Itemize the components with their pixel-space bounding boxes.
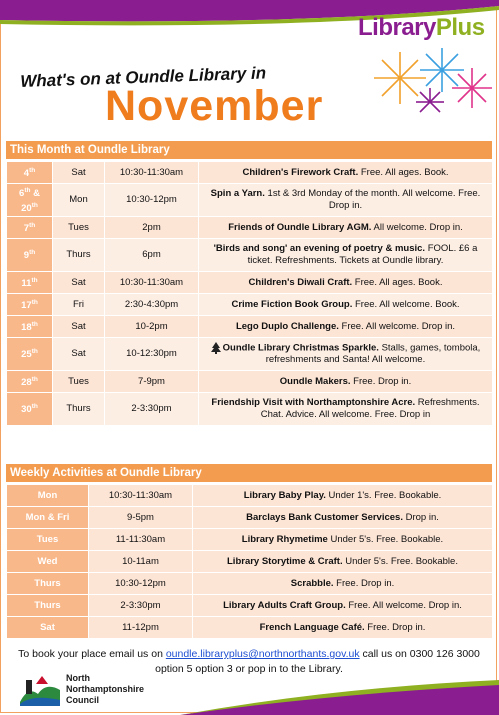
council-line-2: Northamptonshire xyxy=(66,684,145,694)
weekly-activities-table xyxy=(6,484,493,639)
activity-description xyxy=(193,573,493,595)
date-number: 7 xyxy=(23,223,30,235)
bottom-swoosh-decoration xyxy=(180,680,499,715)
event-description xyxy=(199,184,493,217)
activity-day: Sat xyxy=(7,617,89,639)
page-subtitle: What's on at Oundle Library in xyxy=(20,63,267,91)
council-name xyxy=(66,673,144,706)
date-suffix: th xyxy=(31,276,38,284)
date-number: 25 xyxy=(21,349,32,361)
weekly-row xyxy=(7,485,493,507)
event-time: 10:30-11:30am xyxy=(105,272,199,294)
event-date xyxy=(7,162,53,184)
date-suffix: th xyxy=(31,298,38,306)
date-suffix: th xyxy=(29,166,36,174)
activity-day: Mon xyxy=(7,485,89,507)
activity-time: 2-3:30pm xyxy=(89,595,193,617)
activity-description xyxy=(193,485,493,507)
date-number: 4 xyxy=(23,168,30,180)
monthly-row xyxy=(7,239,493,272)
monthly-section-heading: This Month at Oundle Library xyxy=(6,141,492,159)
footer-text-post: call us on 0300 126 3000 option 5 option 3 or pop in to the Library. xyxy=(155,648,480,675)
event-date: 6th & 20th xyxy=(7,184,53,217)
event-date xyxy=(7,338,53,371)
event-day: Tues xyxy=(53,217,105,239)
event-description xyxy=(199,316,493,338)
date-suffix: th xyxy=(24,186,31,194)
activity-description xyxy=(193,529,493,551)
event-details: Free. All ages. Book. xyxy=(352,276,443,288)
event-title: Children's Firework Craft. xyxy=(242,166,359,178)
christmas-tree-icon xyxy=(211,342,221,354)
activity-title: Barclays Bank Customer Services. xyxy=(246,511,403,523)
event-time: 10:30-11:30am xyxy=(105,162,199,184)
event-description xyxy=(199,239,493,272)
footer-text-pre: To book your place email us on xyxy=(18,648,166,660)
event-date xyxy=(7,371,53,393)
monthly-row xyxy=(7,184,493,217)
month-title: November xyxy=(105,82,324,130)
activity-title: Library Rhymetime xyxy=(241,533,328,545)
date-number: 28 xyxy=(21,377,32,389)
event-details: Free. All welcome. Book. xyxy=(352,298,460,310)
activity-day: Tues xyxy=(7,529,89,551)
activity-details: Under 5's. Free. Bookable. xyxy=(342,555,458,567)
activity-title: Library Baby Play. xyxy=(243,489,326,501)
weekly-row xyxy=(7,551,493,573)
event-day: Thurs xyxy=(53,239,105,272)
event-details: Refreshments. Chat. Advice. All welcome. Free. Drop in xyxy=(260,397,480,420)
event-time: 7-9pm xyxy=(105,371,199,393)
activity-day: Thurs xyxy=(7,595,89,617)
weekly-row xyxy=(7,617,493,639)
event-title: Friendship Visit with Northamptonshire Acre. xyxy=(211,397,416,408)
date-suffix: th xyxy=(31,403,38,411)
monthly-row xyxy=(7,371,493,393)
date-suffix: th xyxy=(31,202,38,209)
activity-details: Free. All welcome. Drop in. xyxy=(345,599,462,611)
activity-description xyxy=(193,507,493,529)
activity-details: Free. Drop in. xyxy=(333,577,395,589)
event-day: Sat xyxy=(53,272,105,294)
event-date xyxy=(7,393,53,426)
activity-title: Library Adults Craft Group. xyxy=(223,599,346,611)
fireworks-icon xyxy=(360,40,495,122)
activity-description xyxy=(193,595,493,617)
monthly-row xyxy=(7,162,493,184)
event-date xyxy=(7,239,53,272)
event-day: Tues xyxy=(53,371,105,393)
event-date xyxy=(7,217,53,239)
date-suffix: th xyxy=(29,249,36,257)
event-details: Free. All ages. Book. xyxy=(358,166,449,178)
event-time: 10:30-12pm xyxy=(105,184,199,217)
activity-day: Thurs xyxy=(7,573,89,595)
event-title: Oundle Makers. xyxy=(279,375,351,387)
event-time: 10-2pm xyxy=(105,316,199,338)
activity-day: Mon & Fri xyxy=(7,507,89,529)
monthly-events-table xyxy=(6,161,493,426)
event-day: Fri xyxy=(53,294,105,316)
event-title: Children's Diwali Craft. xyxy=(248,276,353,288)
activity-details: Under 5's. Free. Bookable. xyxy=(327,533,444,545)
date-number: 20 xyxy=(21,203,32,215)
council-logo-icon xyxy=(18,672,62,708)
activity-time: 9-5pm xyxy=(89,507,193,529)
event-time: 2pm xyxy=(105,217,199,239)
event-time: 10-12:30pm xyxy=(105,338,199,371)
weekly-section-heading: Weekly Activities at Oundle Library xyxy=(6,464,492,482)
event-time: 6pm xyxy=(105,239,199,272)
event-details: 1st & 3rd Monday of the month. All welcome. Free. Drop in. xyxy=(264,188,481,211)
event-date xyxy=(7,316,53,338)
event-description xyxy=(199,272,493,294)
monthly-row xyxy=(7,338,493,371)
monthly-row xyxy=(7,393,493,426)
date-number: 17 xyxy=(21,300,32,312)
event-time: 2-3:30pm xyxy=(105,393,199,426)
email-link[interactable]: oundle.libraryplus@northnorthants.gov.uk xyxy=(165,648,360,660)
monthly-row xyxy=(7,294,493,316)
event-day: Sat xyxy=(53,338,105,371)
date-number: 18 xyxy=(21,322,32,334)
event-time: 2:30-4:30pm xyxy=(105,294,199,316)
activity-time: 11-12pm xyxy=(89,617,193,639)
monthly-row xyxy=(7,217,493,239)
activity-time: 10:30-11:30am xyxy=(89,485,193,507)
event-title: Crime Fiction Book Group. xyxy=(231,298,353,310)
weekly-row xyxy=(7,529,493,551)
activity-title: Library Storytime & Craft. xyxy=(227,555,343,567)
event-title: 'Birds and song' an evening of poetry & music. xyxy=(213,243,426,254)
activity-description xyxy=(193,617,493,639)
activity-time: 11-11:30am xyxy=(89,529,193,551)
event-description xyxy=(199,162,493,184)
weekly-row xyxy=(7,595,493,617)
event-details: Stalls, games, tombola, refreshments and Santa! All welcome. xyxy=(265,342,481,366)
event-date xyxy=(7,294,53,316)
activity-details: Under 1's. Free. Bookable. xyxy=(325,489,442,501)
council-line-1: North xyxy=(66,673,90,683)
activity-time: 10:30-12pm xyxy=(89,573,193,595)
event-description xyxy=(199,338,493,371)
date-number: 11 xyxy=(21,278,32,290)
event-description xyxy=(199,393,493,426)
event-description xyxy=(199,217,493,239)
event-title: Lego Duplo Challenge. xyxy=(235,320,339,332)
activity-day: Wed xyxy=(7,551,89,573)
event-description xyxy=(199,371,493,393)
date-number: 30 xyxy=(21,404,32,416)
date-number: 9 xyxy=(23,250,30,262)
event-details: Free. All welcome. Drop in. xyxy=(338,320,456,332)
activity-title: Scrabble. xyxy=(290,577,334,589)
council-line-3: Council xyxy=(66,695,99,705)
event-details: FOOL. £6 a ticket. Refreshments. Tickets at Oundle library. xyxy=(247,243,478,266)
event-details: All welcome. Drop in. xyxy=(371,221,463,233)
event-description xyxy=(199,294,493,316)
date-number: 6 xyxy=(19,188,25,199)
libraryplus-logo xyxy=(358,14,485,42)
weekly-row xyxy=(7,573,493,595)
date-suffix: th xyxy=(29,221,36,229)
activity-title: French Language Café. xyxy=(259,621,365,633)
event-day: Thurs xyxy=(53,393,105,426)
date-suffix: th xyxy=(31,375,38,383)
activity-time: 10-11am xyxy=(89,551,193,573)
activity-details: Drop in. xyxy=(402,511,439,523)
activity-details: Free. Drop in. xyxy=(364,621,426,633)
event-title: Oundle Library Christmas Sparkle. xyxy=(222,342,379,354)
event-details: Free. Drop in. xyxy=(350,375,412,387)
logo-part-library: Library xyxy=(358,14,436,41)
monthly-row xyxy=(7,316,493,338)
event-title: Friends of Oundle Library AGM. xyxy=(228,221,372,233)
monthly-row xyxy=(7,272,493,294)
event-date xyxy=(7,272,53,294)
date-suffix: th xyxy=(31,320,38,328)
event-title: Spin a Yarn. xyxy=(210,188,265,199)
event-day: Sat xyxy=(53,316,105,338)
event-day: Sat xyxy=(53,162,105,184)
event-day: Mon xyxy=(53,184,105,217)
activity-description xyxy=(193,551,493,573)
weekly-row xyxy=(7,507,493,529)
date-suffix: th xyxy=(31,348,38,356)
logo-part-plus: Plus xyxy=(435,14,485,41)
